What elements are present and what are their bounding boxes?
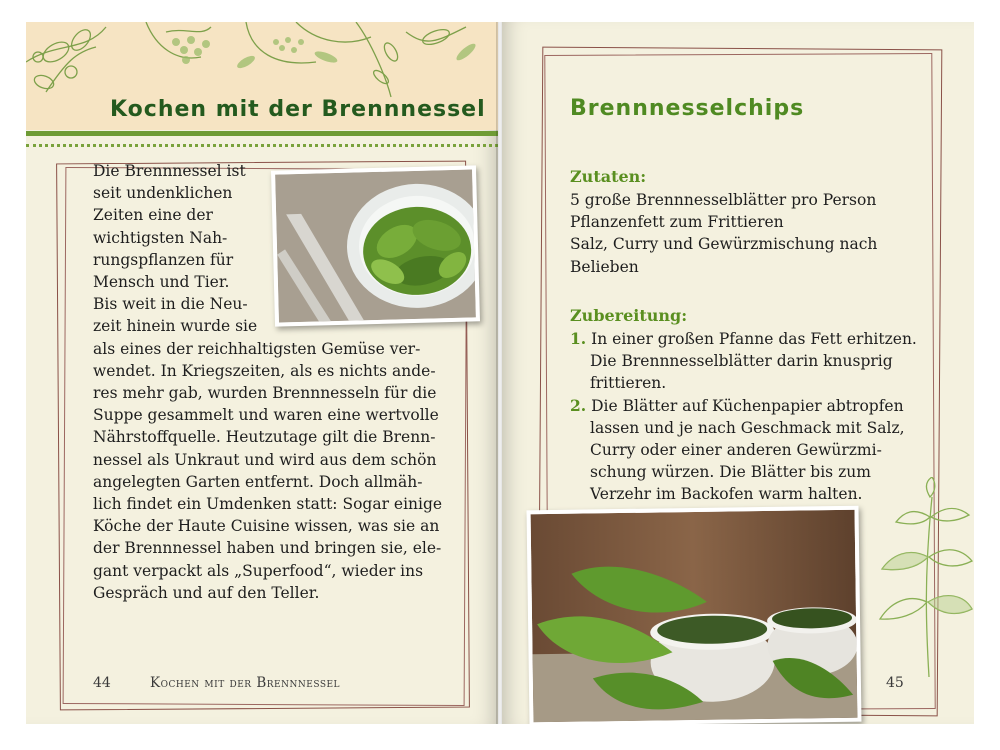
step-line: In einer großen Pfanne das Fett erhitzen.	[591, 330, 917, 348]
text-line: Bis weit in die Neu-	[93, 295, 248, 314]
text-line: Zeiten eine der	[93, 206, 213, 225]
text-line: angelegten Garten entfernt. Doch allmäh-	[93, 472, 423, 491]
step-line: frittieren.	[590, 374, 667, 393]
nettle-plant-illustration	[874, 477, 974, 677]
step-1	[570, 328, 917, 350]
step-line: Die Brennnesselblätter darin knusprig	[590, 352, 893, 371]
text-line: nessel als Unkraut und wird aus dem schön	[93, 450, 437, 469]
text-line: res mehr gab, wurden Brennnesseln für die	[93, 384, 437, 403]
ingredient-line: Salz, Curry und Gewürzmischung nach	[570, 235, 878, 254]
preparation-steps	[570, 328, 917, 506]
recipe-title: Brennnesselchips	[570, 96, 805, 121]
step-line: schung würzen. Die Blätter bis zum	[590, 463, 871, 482]
step-line: Curry oder einer anderen Gewürzmi-	[590, 441, 882, 460]
text-line: wendet. In Kriegszeiten, als es nichts ande-	[93, 361, 436, 380]
left-page	[26, 22, 498, 724]
ingredient-line: Pflanzenfett zum Frittieren	[570, 213, 784, 232]
step-number: 1.	[570, 329, 587, 348]
intro-text	[93, 160, 442, 604]
text-line: rungspflanzen für	[93, 250, 234, 269]
text-line: Nährstoffquelle. Heutzutage gilt die Brenn-	[93, 428, 436, 447]
ingredients-list	[570, 189, 877, 278]
text-line: Gespräch und auf den Teller.	[93, 583, 320, 602]
text-line: Suppe gesammelt und waren eine wertvolle	[93, 406, 439, 425]
step-2	[570, 395, 917, 417]
step-line: lassen und je nach Geschmack mit Salz,	[590, 418, 905, 437]
text-line: seit undenklichen	[93, 184, 233, 203]
text-line: gant verpackt als „Superfood“, wieder ins	[93, 561, 424, 580]
ingredient-line: Belieben	[570, 257, 639, 276]
text-line: Mensch und Tier.	[93, 273, 230, 292]
text-line: zeit hinein wurde sie	[93, 317, 258, 336]
text-line: wichtigsten Nah-	[93, 228, 228, 247]
page-number: 45	[886, 675, 904, 691]
herb-illustration	[26, 22, 498, 102]
nettle-chips-photo	[527, 506, 862, 724]
step-number: 2.	[570, 395, 587, 415]
page-title: Kochen mit der Brennnessel	[110, 97, 486, 122]
ingredients-heading: Zutaten:	[570, 167, 647, 186]
text-line: der Brennnessel haben und bringen sie, ele-	[93, 539, 442, 558]
running-title: Kochen mit der Brennnessel	[150, 675, 341, 691]
step-line: Verzehr im Backofen warm halten.	[590, 485, 863, 504]
text-line: lich findet ein Umdenken statt: Sogar einige	[93, 495, 443, 514]
title-rule	[26, 131, 498, 136]
right-page	[502, 22, 974, 724]
preparation-heading: Zubereitung:	[570, 306, 688, 325]
text-line: Die Brennnessel ist	[93, 162, 246, 180]
step-line: Die Blätter auf Küchenpapier abtropfen	[591, 396, 904, 415]
dotted-rule	[26, 144, 498, 147]
text-line: als eines der reichhaltigsten Gemüse ver-	[93, 339, 421, 358]
ingredient-line: 5 große Brennnesselblätter pro Person	[570, 191, 877, 209]
text-line: Köche der Haute Cuisine wissen, was sie an	[93, 517, 440, 536]
page-number: 44	[93, 675, 111, 691]
